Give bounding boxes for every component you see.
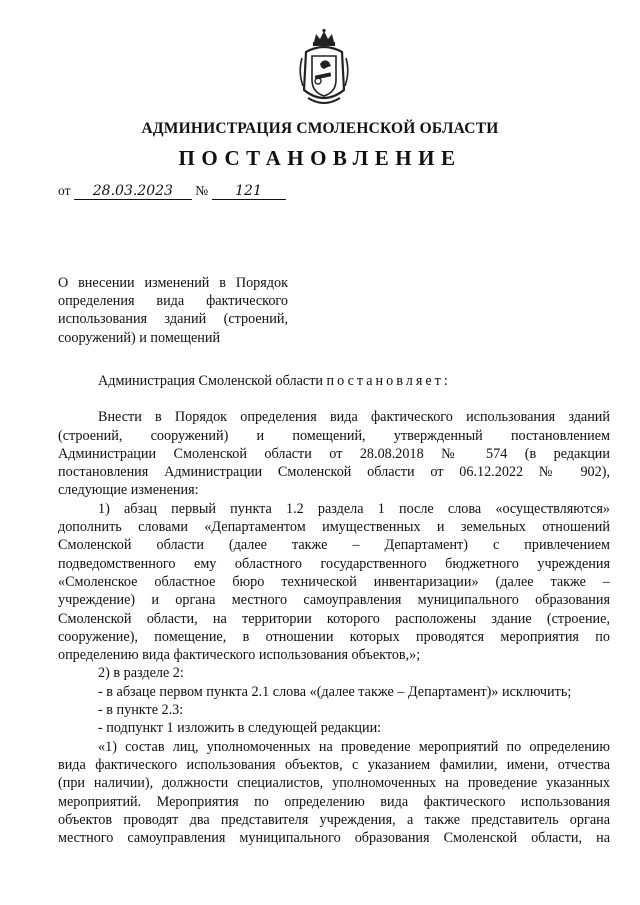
subject-line: О внесении изменений в Порядок <box>58 275 288 291</box>
body-line: местного самоуправления муниципального образования Смоленской области, на <box>58 830 610 847</box>
handwritten-number: 121 <box>212 183 286 200</box>
document-body <box>58 372 610 847</box>
body-line: дополнить словами «Департаментом имущественных и земельных отношений <box>58 519 610 536</box>
body-line: - в абзаце первом пункта 2.1 слова «(далее также – Департамент)» исключить; <box>98 683 572 700</box>
body-line: (при наличии), должности специалистов, уполномоченных на проведение указанных <box>58 775 610 792</box>
subject-line: определения вида фактического <box>58 293 288 310</box>
intro-verb: постановляет: <box>326 373 451 389</box>
body-line: - подпункт 1 изложить в следующей редакции: <box>98 720 382 737</box>
body-line: 2) в разделе 2: <box>98 665 184 682</box>
body-line: следующие изменения: <box>58 482 199 499</box>
date-label: от <box>58 183 71 198</box>
document-subject <box>58 274 288 347</box>
paragraph-gap <box>58 390 610 408</box>
body-line: мероприятий. Мероприятия по определению вида фактического использования <box>58 793 610 810</box>
body-line: вида фактического использования объектов, с указанием фамилии, имени, отчества <box>58 756 610 773</box>
body-line: объектов проводят два представителя учреждения, а также представитель органа <box>58 811 610 828</box>
body-line: сооружение), помещение, в отношении которых проводятся мероприятия по <box>58 628 610 645</box>
body-line: подведомственного ему областного государственного бюджетного учреждения <box>58 555 610 572</box>
body-line: Смоленской области, на территории которого расположены здание (строение, <box>58 610 610 627</box>
intro-paragraph <box>58 372 610 390</box>
subject-line: использования зданий (строений, <box>58 311 288 328</box>
body-line: постановления Администрации Смоленской области от 06.12.2022 № 902), <box>58 464 610 481</box>
organization-title: АДМИНИСТРАЦИЯ СМОЛЕНСКОЙ ОБЛАСТИ <box>141 120 499 137</box>
number-sign-label: № <box>195 183 209 198</box>
body-line: Смоленской области (далее также – Департамент) с привлечением <box>58 537 610 554</box>
subject-line: сооружений) и помещений <box>58 329 221 346</box>
body-line: (строений, сооружений) и помещений, утвержденный постановлением <box>58 427 610 444</box>
coat-of-arms-emblem <box>294 28 354 108</box>
body-line: Администрации Смоленской области от 28.08.2018 № 574 (в редакции <box>58 445 610 462</box>
handwritten-date: 28.03.2023 <box>74 183 192 200</box>
body-line: «Смоленское областное бюро технической инвентаризации» (далее также – <box>58 573 610 590</box>
body-line: «1) состав лиц, уполномоченных на проведение мероприятий по определению <box>98 738 610 755</box>
body-line: Внести в Порядок определения вида фактического использования зданий <box>98 409 610 426</box>
document-type-title: ПОСТАНОВЛЕНИЕ <box>178 146 462 170</box>
body-line: 1) абзац первый пункта 1.2 раздела 1 после слова «осуществляются» <box>98 500 610 517</box>
body-line: определению вида фактического использования объектов,»; <box>58 647 421 664</box>
intro-lead: Администрация Смоленской области <box>98 373 323 389</box>
date-number-line <box>58 183 286 200</box>
body-line: - в пункте 2.3: <box>98 702 184 719</box>
body-line: учреждение) и органа местного самоуправления муниципального образования <box>58 592 610 609</box>
